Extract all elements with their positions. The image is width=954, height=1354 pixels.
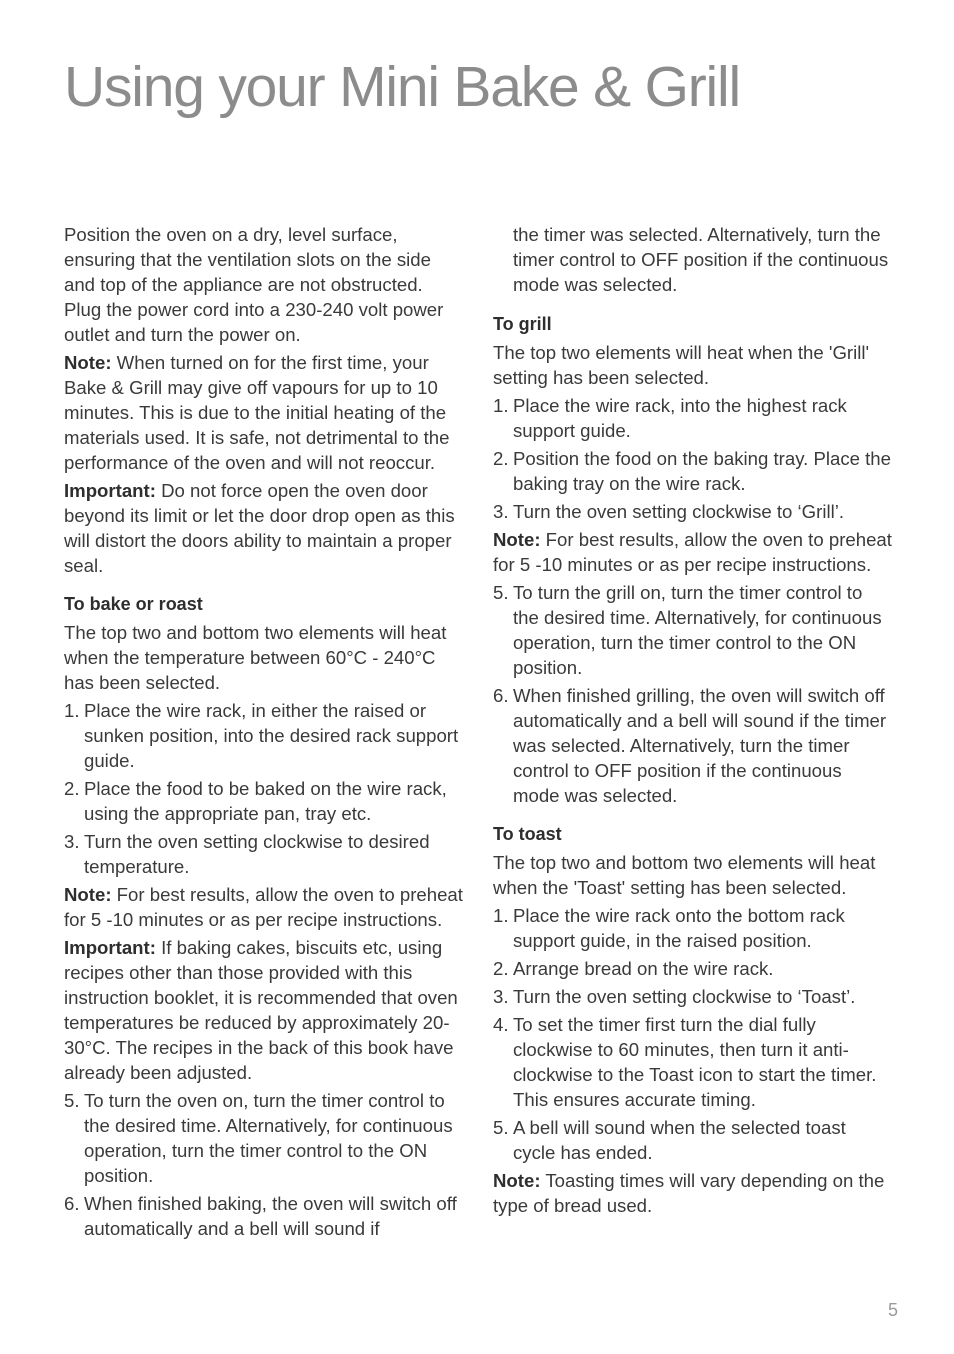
step-text: When finished baking, the oven will switch off automatically and a bell will sound if [84,1193,457,1239]
step-text: Turn the oven setting clockwise to ‘Toast’. [513,986,856,1007]
bake-steps-list-continued [64,1088,464,1241]
intro-paragraph: Position the oven on a dry, level surface, ensuring that the ventilation slots on the side and top of the appliance are not obstructed. Plug the power cord into a 230-240 volt power outlet and turn the power on. [64,224,444,345]
step-number: 2. [493,958,509,979]
step-text: To turn the grill on, turn the timer control to the desired time. Alternatively, for continuous operation, turn the timer control to the ON position. [513,582,882,678]
page-number: 5 [888,1300,899,1320]
list-item [64,698,464,773]
step-number: 2. [493,448,509,469]
grill-intro: The top two elements will heat when the 'Grill' setting has been selected. [493,342,870,388]
step-text: Place the wire rack, in either the raised or sunken position, into the desired rack support guide. [84,700,459,771]
step-text: To set the timer first turn the dial fully clockwise to 60 minutes, then turn it anti-clockwise to the Toast icon to start the timer. This ensures accurate timing. [513,1014,877,1110]
step-text: When finished grilling, the oven will switch off automatically and a bell will sound if the timer was selected. Alternatively, turn the timer control to OFF position if the continuous mode was selected. [513,685,887,806]
step-text: A bell will sound when the selected toast cycle has ended. [513,1117,846,1163]
list-item [64,1191,464,1241]
list-item [64,776,464,826]
note-label: Note: [64,884,112,905]
note-paragraph [493,527,893,577]
grill-heading: To grill [493,314,552,334]
important-label: Important: [64,937,156,958]
important-text: Do not force open the oven door beyond its limit or let the door drop open as this will distort the doors ability to maintain a proper seal. [64,480,455,576]
important-text: If baking cakes, biscuits etc, using recipes other than those provided with this instruction booklet, it is recommended that oven temperatures be reduced by approximately 20-30°C. The recipes in the back of this book have already been adjusted. [64,937,458,1083]
note-label: Note: [493,529,541,550]
step-text: Place the wire rack onto the bottom rack support guide, in the raised position. [513,905,845,951]
bake-intro: The top two and bottom two elements will heat when the temperature between 60°C - 240°C has been selected. [64,622,447,693]
step-text: Place the wire rack, into the highest rack support guide. [513,395,847,441]
toast-steps-list [493,903,893,1165]
step-number: 5. [493,582,509,603]
list-item [493,446,893,496]
step-number: 3. [493,986,509,1007]
note-text: For best results, allow the oven to preheat for 5 -10 minutes or as per recipe instructions. [64,884,463,930]
list-item [493,984,893,1009]
step-text: Turn the oven setting clockwise to ‘Grill’. [513,501,845,522]
note-paragraph [64,882,464,932]
grill-steps-list-continued [493,580,893,808]
list-item [493,1115,893,1165]
list-item [493,499,893,524]
important-paragraph [64,935,464,1085]
bake-heading: To bake or roast [64,594,203,614]
step-text: To turn the oven on, turn the timer control to the desired time. Alternatively, for continuous operation, turn the timer control to the ON position. [84,1090,453,1186]
step-text: Position the food on the baking tray. Place the baking tray on the wire rack. [513,448,891,494]
note-text: When turned on for the first time, your Bake & Grill may give off vapours for up to 10 minutes. This is due to the initial heating of the materials used. It is safe, not detrimental to the performance of the oven and will not reoccur. [64,352,450,473]
note-label: Note: [64,352,112,373]
step-number: 2. [64,778,80,799]
step-number: 6. [64,1193,80,1214]
list-item [493,393,893,443]
left-column [64,222,464,1244]
note-paragraph [64,350,464,475]
step-text: Turn the oven setting clockwise to desired temperature. [84,831,430,877]
step-number: 1. [493,395,509,416]
note-label: Note: [493,1170,541,1191]
list-item [64,1088,464,1188]
list-item [64,829,464,879]
bake-steps-list [64,698,464,879]
list-item [493,903,893,953]
note-text: Toasting times will vary depending on the type of bread used. [493,1170,885,1216]
toast-intro: The top two and bottom two elements will heat when the 'Toast' setting has been selected. [493,852,876,898]
list-item [493,580,893,680]
step-number: 6. [493,685,509,706]
step-number: 4. [493,1014,509,1035]
toast-heading: To toast [493,824,562,844]
list-item [493,1012,893,1112]
step-number: 5. [493,1117,509,1138]
step-number: 1. [64,700,80,721]
step-text: Place the food to be baked on the wire rack, using the appropriate pan, tray etc. [84,778,447,824]
right-column [493,222,893,1221]
step-number: 5. [64,1090,80,1111]
important-label: Important: [64,480,156,501]
step-number: 3. [493,501,509,522]
important-paragraph [64,478,464,578]
note-paragraph [493,1168,893,1218]
grill-steps-list [493,393,893,524]
list-item [493,956,893,981]
step-number: 1. [493,905,509,926]
note-text: For best results, allow the oven to preheat for 5 -10 minutes or as per recipe instructions. [493,529,892,575]
continuation-text: the timer was selected. Alternatively, turn the timer control to OFF position if the continuous mode was selected. [513,224,889,295]
step-number: 3. [64,831,80,852]
list-item [493,683,893,808]
step-text: Arrange bread on the wire rack. [513,958,774,979]
page-title: Using your Mini Bake & Grill [64,55,740,119]
